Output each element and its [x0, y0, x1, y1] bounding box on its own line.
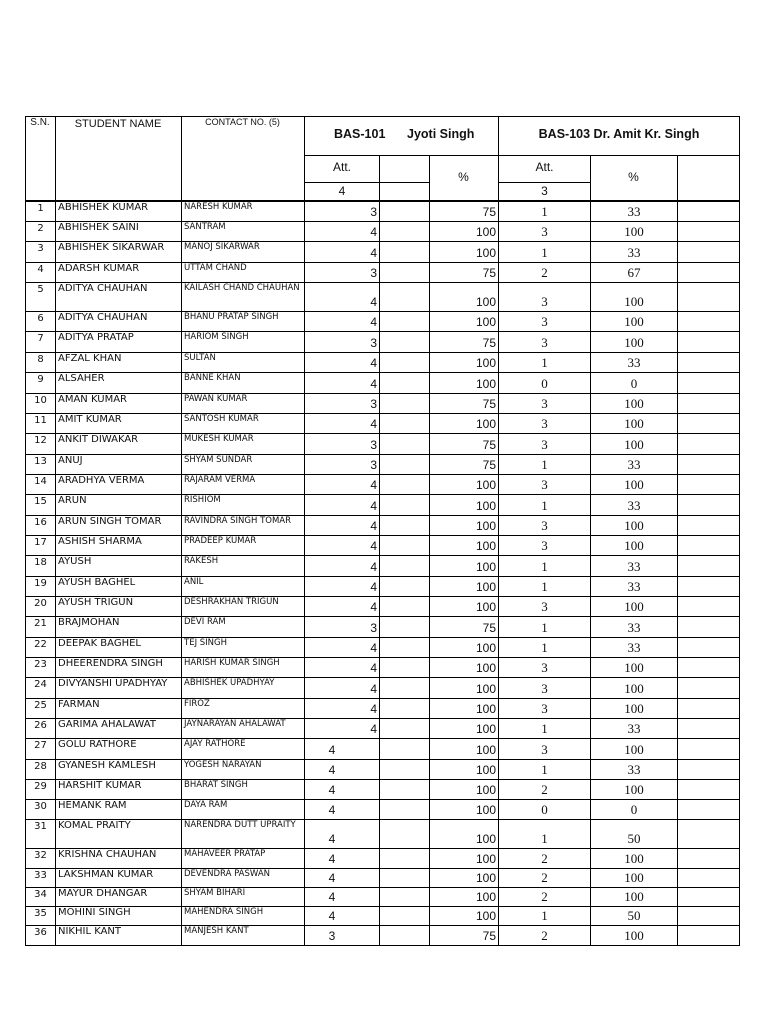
course2-title: BAS-103 Dr. Amit Kr. Singh: [538, 127, 700, 141]
course2-pct-label: %: [628, 170, 639, 184]
row-att2: 3: [541, 599, 548, 614]
grid-line-vertical: [55, 116, 56, 201]
row-student-name: LAKSHMAN KUMAR: [58, 869, 154, 880]
row-att1: 3: [328, 929, 336, 943]
row-pct2: 33: [627, 640, 641, 655]
row-contact: MAHENDRA SINGH: [184, 907, 264, 917]
row-student-name: GARIMA AHALAWAT: [58, 719, 156, 730]
row-att1: 4: [370, 519, 377, 533]
row-att2: 2: [541, 851, 548, 866]
row-att2: 3: [541, 294, 548, 309]
row-contact: PAWAN KUMAR: [184, 394, 248, 404]
row-contact: KAILASH CHAND CHAUHAN: [184, 283, 300, 293]
row-att1: 4: [370, 641, 377, 655]
row-pct2: 33: [627, 559, 641, 574]
row-contact: MANOJ SIKARWAR: [184, 242, 260, 252]
row-contact: BANNE KHAN: [184, 373, 241, 383]
grid-line-vertical: [304, 116, 305, 201]
row-contact: SULTAN: [184, 353, 216, 363]
row-sn: 29: [34, 781, 47, 792]
row-pct1: 100: [475, 225, 496, 239]
row-contact: SHYAM BIHARI: [184, 888, 246, 898]
row-sn: 35: [34, 908, 47, 919]
row-pct2: 33: [627, 355, 641, 370]
row-att2: 3: [541, 396, 548, 411]
row-pct2: 100: [624, 701, 644, 716]
row-att1: 4: [328, 743, 336, 757]
row-pct2: 33: [627, 579, 641, 594]
row-sn: 19: [34, 578, 47, 589]
row-pct1: 75: [482, 397, 496, 411]
row-sn: 8: [37, 354, 44, 365]
row-att1: 3: [370, 336, 377, 350]
row-contact: SHYAM SUNDAR: [184, 455, 253, 465]
row-att1: 4: [370, 225, 377, 239]
row-att2: 1: [541, 204, 548, 219]
row-sn: 16: [34, 517, 47, 528]
course1-att-label: Att.: [332, 160, 351, 174]
row-contact: ANIL: [184, 577, 204, 587]
row-contact: HARISH KUMAR SINGH: [184, 658, 280, 668]
grid-line-horizontal: [304, 182, 429, 183]
row-att1: 4: [370, 417, 377, 431]
row-att1: 3: [370, 266, 377, 280]
row-contact: MAHAVEER PRATAP: [184, 849, 266, 859]
row-pct2: 100: [624, 416, 644, 431]
row-pct2: 33: [627, 721, 641, 736]
row-pct2: 33: [627, 245, 641, 260]
row-contact: SANTOSH KUMAR: [184, 414, 259, 424]
row-student-name: HARSHIT KUMAR: [58, 780, 142, 791]
row-att1: 4: [370, 580, 377, 594]
row-att2: 3: [541, 416, 548, 431]
row-att1: 4: [370, 356, 377, 370]
row-att1: 4: [370, 539, 377, 553]
grid-line-vertical: [25, 200, 26, 946]
row-att1: 4: [370, 295, 377, 309]
row-sn: 2: [37, 223, 44, 234]
row-pct2: 100: [624, 437, 644, 452]
row-att1: 4: [370, 722, 377, 736]
row-pct2: 100: [624, 224, 644, 239]
grid-line-vertical: [379, 155, 380, 201]
row-att2: 0: [541, 802, 548, 817]
row-contact: DAYA RAM: [184, 800, 228, 810]
grid-line-vertical: [590, 155, 591, 201]
row-contact: BHANU PRATAP SINGH: [184, 312, 279, 322]
grid-line-vertical: [739, 200, 740, 946]
row-sn: 10: [34, 395, 47, 406]
row-pct1: 100: [475, 743, 496, 757]
row-pct2: 100: [624, 396, 644, 411]
row-contact: TEJ SINGH: [184, 638, 228, 648]
row-pct1: 100: [475, 356, 496, 370]
row-contact: MUKESH KUMAR: [184, 434, 254, 444]
row-contact: SANTRAM: [184, 222, 226, 232]
row-att2: 3: [541, 701, 548, 716]
row-pct1: 100: [475, 763, 496, 777]
row-sn: 32: [34, 850, 47, 861]
row-pct2: 100: [624, 742, 644, 757]
row-student-name: GOLU RATHORE: [58, 739, 137, 750]
row-att1: 4: [328, 871, 336, 885]
row-student-name: ADITYA CHAUHAN: [58, 312, 148, 323]
row-pct1: 100: [475, 832, 496, 846]
row-sn: 33: [34, 870, 47, 881]
row-pct1: 75: [482, 438, 496, 452]
row-contact: ABHISHEK UPADHYAY: [184, 678, 275, 688]
grid-line-vertical: [677, 200, 678, 946]
row-sn: 13: [34, 456, 47, 467]
row-pct2: 100: [624, 294, 644, 309]
row-student-name: ARADHYA VERMA: [58, 475, 145, 486]
row-pct2: 50: [627, 908, 641, 923]
row-att1: 4: [370, 682, 377, 696]
row-contact: DEVI RAM: [184, 617, 226, 627]
row-att2: 1: [541, 457, 548, 472]
header-sn: S.N.: [30, 117, 50, 128]
header-contact: CONTACT NO. (5): [205, 117, 280, 127]
row-student-name: AYUSH: [58, 556, 92, 567]
row-sn: 18: [34, 557, 47, 568]
row-pct2: 100: [624, 782, 644, 797]
row-pct2: 100: [624, 928, 644, 943]
row-att1: 4: [370, 246, 377, 260]
row-pct2: 33: [627, 498, 641, 513]
row-pct1: 100: [475, 783, 496, 797]
row-pct1: 100: [475, 295, 496, 309]
row-sn: 12: [34, 435, 47, 446]
row-contact: FIROZ: [184, 699, 210, 709]
grid-line-horizontal: [304, 155, 740, 156]
row-pct1: 100: [475, 852, 496, 866]
row-att1: 4: [370, 560, 377, 574]
row-contact: DESHRAKHAN TRIGUN: [184, 597, 279, 607]
row-pct2: 33: [627, 620, 641, 635]
header-student-name: STUDENT NAME: [74, 118, 162, 130]
row-contact: MANJESH KANT: [184, 926, 249, 936]
row-att1: 3: [370, 397, 377, 411]
row-att2: 1: [541, 640, 548, 655]
row-student-name: AYUSH BAGHEL: [58, 577, 136, 588]
row-sn: 31: [34, 821, 47, 832]
grid-line-vertical: [498, 116, 499, 201]
row-att1: 4: [370, 661, 377, 675]
row-att2: 1: [541, 498, 548, 513]
row-student-name: AMAN KUMAR: [58, 394, 127, 405]
row-pct2: 100: [624, 660, 644, 675]
row-pct1: 100: [475, 909, 496, 923]
row-pct2: 100: [624, 538, 644, 553]
row-pct1: 100: [475, 417, 496, 431]
row-att2: 3: [541, 437, 548, 452]
row-sn: 24: [34, 679, 47, 690]
row-att1: 3: [370, 458, 377, 472]
row-student-name: ADARSH KUMAR: [58, 263, 140, 274]
row-student-name: ABHISHEK KUMAR: [58, 202, 149, 213]
grid-line-vertical: [181, 116, 182, 201]
row-contact: DEVENDRA PASWAN: [184, 869, 270, 879]
row-pct1: 75: [482, 336, 496, 350]
row-pct2: 0: [630, 376, 638, 391]
row-sn: 5: [37, 284, 44, 295]
row-contact: NARENDRA DUTT UPRAITY: [184, 820, 296, 830]
course2-att-label: Att.: [535, 160, 554, 174]
row-att1: 4: [328, 909, 336, 923]
row-att2: 3: [541, 742, 548, 757]
row-pct2: 100: [624, 314, 644, 329]
row-pct1: 100: [475, 478, 496, 492]
row-pct2: 67: [627, 265, 641, 280]
row-sn: 26: [34, 720, 47, 731]
row-att2: 1: [541, 579, 548, 594]
row-contact: JAYNARAYAN AHALAWAT: [184, 719, 286, 729]
row-student-name: ABHISHEK SIKARWAR: [58, 242, 165, 253]
row-pct1: 75: [482, 266, 496, 280]
row-contact: RAKESH: [184, 556, 219, 566]
row-pct2: 100: [624, 335, 644, 350]
row-pct1: 100: [475, 682, 496, 696]
course1-pct-label: %: [458, 170, 469, 184]
row-student-name: ALSAHER: [58, 373, 105, 384]
row-att2: 1: [541, 620, 548, 635]
course1-teacher: Jyoti Singh: [407, 127, 475, 141]
row-pct2: 100: [624, 518, 644, 533]
row-pct1: 100: [475, 600, 496, 614]
row-pct1: 100: [475, 702, 496, 716]
row-pct1: 100: [475, 539, 496, 553]
row-att1: 4: [328, 890, 336, 904]
row-pct2: 33: [627, 457, 641, 472]
row-pct2: 100: [624, 681, 644, 696]
row-pct2: 100: [624, 599, 644, 614]
row-sn: 23: [34, 659, 47, 670]
row-student-name: KRISHNA CHAUHAN: [58, 849, 157, 860]
row-pct2: 33: [627, 762, 641, 777]
row-att1: 3: [370, 205, 377, 219]
row-att2: 3: [541, 538, 548, 553]
row-contact: NARESH KUMAR: [184, 202, 253, 212]
row-sn: 3: [37, 243, 44, 254]
row-pct1: 100: [475, 871, 496, 885]
row-att2: 2: [541, 928, 548, 943]
row-student-name: ANUJ: [58, 455, 83, 466]
row-pct1: 100: [475, 499, 496, 513]
row-sn: 34: [34, 889, 47, 900]
row-student-name: MAYUR DHANGAR: [58, 888, 148, 899]
row-att1: 4: [370, 600, 377, 614]
row-att1: 4: [370, 377, 377, 391]
row-att2: 1: [541, 762, 548, 777]
row-pct1: 100: [475, 315, 496, 329]
row-pct1: 100: [475, 560, 496, 574]
grid-line-horizontal: [498, 182, 591, 183]
row-student-name: ASHISH SHARMA: [58, 536, 142, 547]
grid-line-horizontal: [25, 945, 740, 946]
row-pct2: 100: [624, 889, 644, 904]
row-sn: 15: [34, 496, 47, 507]
row-att2: 3: [541, 477, 548, 492]
row-sn: 30: [34, 801, 47, 812]
row-pct1: 100: [475, 890, 496, 904]
row-sn: 27: [34, 740, 47, 751]
row-student-name: ADITYA CHAUHAN: [58, 283, 148, 294]
row-contact: HARIOM SINGH: [184, 332, 249, 342]
row-att2: 0: [541, 376, 548, 391]
row-student-name: AFZAL KHAN: [58, 353, 122, 364]
row-contact: RAVINDRA SINGH TOMAR: [184, 516, 292, 526]
row-att1: 4: [370, 702, 377, 716]
row-contact: PRADEEP KUMAR: [184, 536, 257, 546]
course1-total-lectures: 4: [338, 184, 346, 198]
row-att2: 2: [541, 870, 548, 885]
row-student-name: BRAJMOHAN: [58, 617, 120, 628]
row-pct2: 50: [627, 831, 641, 846]
row-sn: 36: [34, 927, 47, 938]
row-pct2: 100: [624, 870, 644, 885]
row-student-name: NIKHIL KANT: [58, 926, 122, 937]
row-contact: BHARAT SINGH: [184, 780, 248, 790]
row-pct1: 100: [475, 661, 496, 675]
row-pct1: 100: [475, 246, 496, 260]
grid-line-vertical: [677, 155, 678, 201]
row-contact: AJAY RATHORE: [184, 739, 246, 749]
row-pct2: 100: [624, 477, 644, 492]
row-att2: 1: [541, 355, 548, 370]
row-sn: 4: [37, 264, 44, 275]
row-pct1: 100: [475, 722, 496, 736]
row-sn: 6: [37, 313, 44, 324]
row-att2: 1: [541, 831, 548, 846]
row-student-name: ARUN: [58, 495, 87, 506]
row-student-name: GYANESH KAMLESH: [58, 760, 156, 771]
row-contact: RISHIOM: [184, 495, 221, 505]
row-contact: UTTAM CHAND: [184, 263, 247, 273]
row-sn: 1: [37, 203, 44, 214]
row-pct1: 100: [475, 519, 496, 533]
row-student-name: HEMANK RAM: [58, 800, 127, 811]
grid-line-vertical: [739, 116, 740, 201]
row-sn: 25: [34, 700, 47, 711]
row-pct1: 100: [475, 377, 496, 391]
grid-line-vertical: [25, 116, 26, 201]
row-student-name: FARMAN: [58, 699, 100, 710]
row-att2: 2: [541, 782, 548, 797]
row-att2: 1: [541, 559, 548, 574]
row-att2: 3: [541, 335, 548, 350]
grid-line-horizontal: [25, 116, 740, 117]
row-sn: 28: [34, 761, 47, 772]
row-att1: 4: [328, 803, 336, 817]
row-pct2: 0: [630, 802, 638, 817]
row-pct1: 75: [482, 458, 496, 472]
row-att2: 3: [541, 660, 548, 675]
row-att1: 4: [370, 315, 377, 329]
row-att2: 2: [541, 265, 548, 280]
row-att2: 3: [541, 518, 548, 533]
row-pct1: 100: [475, 641, 496, 655]
row-student-name: ARUN SINGH TOMAR: [58, 516, 162, 527]
row-att1: 4: [370, 499, 377, 513]
grid-line-vertical: [429, 155, 430, 201]
row-student-name: AMIT KUMAR: [58, 414, 122, 425]
row-att2: 1: [541, 245, 548, 260]
row-att2: 1: [541, 908, 548, 923]
row-att1: 3: [370, 438, 377, 452]
row-pct1: 100: [475, 580, 496, 594]
row-pct1: 100: [475, 803, 496, 817]
course1-code: BAS-101: [334, 127, 386, 141]
row-pct1: 75: [482, 205, 496, 219]
grid-line-vertical: [379, 200, 380, 946]
row-student-name: ABHISHEK SAINI: [58, 222, 139, 233]
row-att2: 2: [541, 889, 548, 904]
row-student-name: ANKIT DIWAKAR: [58, 434, 139, 445]
row-att1: 4: [370, 478, 377, 492]
row-student-name: DHEERENDRA SINGH: [58, 658, 163, 669]
row-pct1: 75: [482, 929, 496, 943]
course2-total-lectures: 3: [541, 184, 548, 198]
row-att1: 4: [328, 852, 336, 866]
row-sn: 21: [34, 618, 47, 629]
row-att1: 4: [328, 783, 336, 797]
row-student-name: DEEPAK BAGHEL: [58, 638, 141, 649]
row-contact: YOGESH NARAYAN: [184, 760, 262, 770]
row-sn: 17: [34, 537, 47, 548]
row-att1: 3: [370, 621, 377, 635]
row-student-name: ADITYA PRATAP: [58, 332, 134, 343]
row-pct2: 100: [624, 851, 644, 866]
row-pct2: 33: [627, 204, 641, 219]
row-student-name: DIVYANSHI UPADHYAY: [58, 678, 168, 689]
row-att2: 3: [541, 314, 548, 329]
row-sn: 11: [34, 415, 47, 426]
row-sn: 7: [37, 333, 44, 344]
row-att2: 1: [541, 721, 548, 736]
row-sn: 9: [37, 374, 44, 385]
row-att2: 3: [541, 681, 548, 696]
row-att1: 4: [328, 832, 336, 846]
row-att2: 3: [541, 224, 548, 239]
row-contact: RAJARAM VERMA: [184, 475, 256, 485]
row-sn: 20: [34, 598, 47, 609]
row-student-name: KOMAL PRAITY: [58, 820, 131, 831]
row-sn: 22: [34, 639, 47, 650]
row-pct1: 75: [482, 621, 496, 635]
row-student-name: AYUSH TRIGUN: [58, 597, 134, 608]
row-student-name: MOHINI SINGH: [58, 907, 131, 918]
row-sn: 14: [34, 476, 47, 487]
row-att1: 4: [328, 763, 336, 777]
